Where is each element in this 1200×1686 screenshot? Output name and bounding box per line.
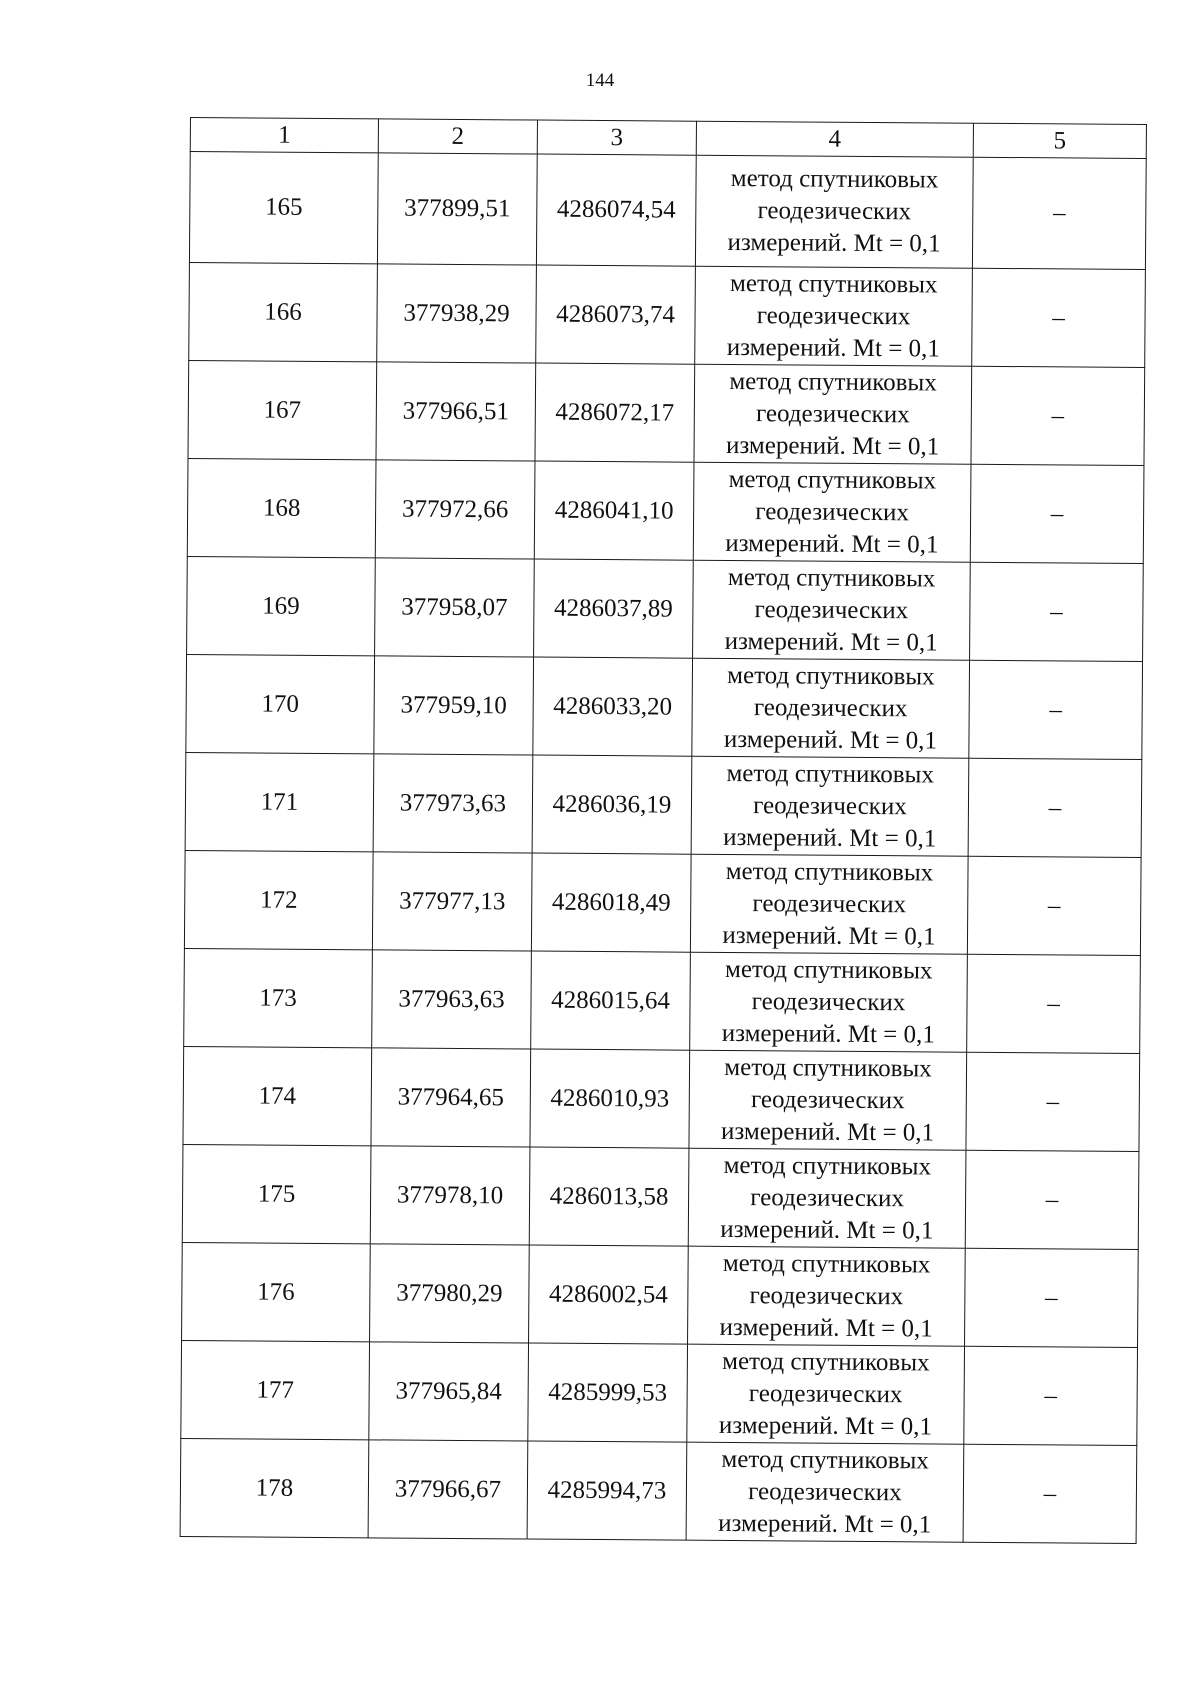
y-coordinate-cell: 4286015,64: [531, 951, 691, 1050]
column-header-4: 4: [696, 121, 973, 157]
table-row: [182, 1144, 1139, 1249]
y-coordinate-cell: 4286074,54: [536, 154, 696, 266]
point-number-cell: 166: [189, 262, 378, 361]
method-text-line: метод спутниковых: [730, 164, 939, 194]
method-cell: [690, 952, 968, 1052]
table-row: [181, 1340, 1138, 1445]
x-coordinate-cell: 377963,63: [372, 950, 532, 1049]
method-text-line: геодезических: [754, 595, 909, 624]
column-header-5: 5: [973, 123, 1146, 158]
method-cell: [686, 1442, 964, 1542]
table-row: [182, 1242, 1139, 1347]
x-coordinate-cell: 377973,63: [373, 754, 533, 853]
method-text-line: геодезических: [750, 1085, 905, 1114]
y-coordinate-cell: 4286018,49: [531, 853, 691, 952]
method-text-line: метод спутниковых: [724, 1053, 932, 1082]
point-number-cell: 178: [180, 1438, 369, 1537]
method-text-line: измерений. Mt = 0,1: [723, 725, 938, 754]
note-cell: –: [967, 856, 1141, 955]
method-text-line: метод спутниковых: [723, 1151, 932, 1180]
method-cell: [688, 1148, 966, 1248]
method-text-line: измерений. Mt = 0,1: [725, 529, 939, 558]
y-coordinate-cell: 4286010,93: [530, 1049, 690, 1148]
note-cell: –: [972, 268, 1146, 367]
method-text-line: геодезических: [750, 1183, 904, 1212]
x-coordinate-cell: 377958,07: [375, 558, 535, 657]
y-coordinate-cell: 4286002,54: [529, 1245, 689, 1344]
method-text-line: метод спутниковых: [729, 367, 937, 396]
method-text-line: измерений. Mt = 0,1: [720, 1215, 934, 1244]
x-coordinate-cell: 377965,84: [369, 1342, 529, 1441]
method-cell: [690, 854, 968, 954]
method-text-line: метод спутниковых: [722, 1249, 931, 1278]
method-text-line: измерений. Mt = 0,1: [718, 1509, 932, 1538]
method-text-line: метод спутниковых: [727, 563, 936, 592]
method-cell: [692, 658, 970, 758]
column-header-2: 2: [378, 119, 537, 154]
method-text-line: геодезических: [755, 399, 910, 428]
method-text-line: геодезических: [757, 197, 912, 226]
table-row: [184, 948, 1141, 1053]
x-coordinate-cell: 377966,67: [368, 1440, 528, 1539]
table-row: [187, 458, 1144, 563]
table-row: [184, 850, 1141, 955]
method-text-line: метод спутниковых: [722, 1347, 930, 1376]
method-text-line: геодезических: [748, 1379, 903, 1408]
method-cell: [695, 155, 973, 268]
x-coordinate-cell: 377978,10: [370, 1146, 530, 1245]
note-cell: –: [972, 157, 1146, 269]
point-number-cell: 168: [187, 458, 376, 557]
method-text-line: геодезических: [749, 1281, 904, 1310]
method-text-line: измерений. Mt = 0,1: [725, 431, 940, 460]
method-cell: [691, 756, 969, 856]
method-text-line: измерений. Mt = 0,1: [720, 1117, 935, 1146]
point-number-cell: 177: [181, 1340, 370, 1439]
point-number-cell: 171: [185, 752, 374, 851]
method-text-line: геодезических: [753, 791, 907, 820]
y-coordinate-cell: 4285994,73: [527, 1441, 687, 1540]
method-text-line: измерений. Mt = 0,1: [724, 627, 938, 656]
method-cell: [693, 560, 971, 660]
table-row: [187, 556, 1144, 661]
table-body: [180, 118, 1146, 1544]
point-number-cell: 175: [182, 1144, 371, 1243]
page-number: 144: [585, 70, 615, 91]
note-cell: –: [966, 1052, 1140, 1151]
y-coordinate-cell: 4285999,53: [528, 1343, 688, 1442]
method-text-line: измерений. Mt = 0,1: [718, 1411, 933, 1440]
y-coordinate-cell: 4286073,74: [536, 265, 696, 364]
y-coordinate-cell: 4286072,17: [535, 363, 695, 462]
method-cell: [687, 1344, 965, 1444]
point-number-cell: 172: [184, 850, 373, 949]
y-coordinate-cell: 4286036,19: [532, 755, 692, 854]
x-coordinate-cell: 377972,66: [375, 460, 535, 559]
note-cell: –: [970, 464, 1144, 563]
method-text-line: метод спутниковых: [727, 661, 935, 690]
method-cell: [693, 462, 971, 562]
table-row: [189, 152, 1146, 270]
method-text-line: геодезических: [752, 889, 907, 918]
point-number-cell: 174: [183, 1046, 372, 1145]
x-coordinate-cell: 377899,51: [377, 153, 537, 265]
method-text-line: измерений. Mt = 0,1: [723, 823, 937, 852]
method-text-line: измерений. Mt = 0,1: [722, 921, 936, 950]
method-cell: [688, 1246, 966, 1346]
y-coordinate-cell: 4286041,10: [534, 461, 694, 560]
point-number-cell: 173: [184, 948, 373, 1047]
method-text-line: геодезических: [751, 987, 906, 1016]
method-text-line: геодезических: [748, 1477, 902, 1506]
x-coordinate-cell: 377980,29: [370, 1244, 530, 1343]
method-text-line: метод спутниковых: [728, 465, 937, 494]
x-coordinate-cell: 377938,29: [377, 264, 537, 363]
method-text-line: геодезических: [755, 497, 910, 526]
point-number-cell: 170: [186, 654, 375, 753]
method-text-line: метод спутниковых: [721, 1445, 929, 1474]
column-header-3: 3: [537, 120, 696, 155]
note-cell: –: [971, 366, 1145, 465]
method-text-line: измерений. Mt = 0,1: [719, 1313, 933, 1342]
note-cell: –: [969, 660, 1143, 759]
method-text-line: метод спутниковых: [726, 759, 935, 788]
table-row: [183, 1046, 1140, 1151]
method-text-line: измерений. Mt = 0,1: [721, 1019, 935, 1048]
coordinates-table: [180, 117, 1147, 1544]
table-row: [189, 262, 1146, 367]
point-number-cell: 165: [189, 152, 378, 264]
x-coordinate-cell: 377977,13: [372, 852, 532, 951]
note-cell: –: [965, 1248, 1139, 1347]
column-header-1: 1: [190, 118, 378, 153]
note-cell: –: [968, 758, 1142, 857]
note-cell: –: [967, 954, 1141, 1053]
y-coordinate-cell: 4286013,58: [529, 1147, 689, 1246]
method-cell: [689, 1050, 967, 1150]
x-coordinate-cell: 377964,65: [371, 1048, 531, 1147]
point-number-cell: 169: [187, 556, 376, 655]
table-row: [186, 654, 1143, 759]
method-text-line: метод спутниковых: [729, 269, 938, 298]
method-text-line: измерений. Mt = 0,1: [727, 228, 941, 258]
point-number-cell: 176: [182, 1242, 371, 1341]
y-coordinate-cell: 4286037,89: [534, 559, 694, 658]
method-cell: [694, 364, 972, 464]
method-text-line: геодезических: [756, 301, 911, 330]
point-number-cell: 167: [188, 360, 377, 459]
x-coordinate-cell: 377959,10: [374, 656, 534, 755]
method-text-line: измерений. Mt = 0,1: [726, 333, 940, 363]
note-cell: –: [964, 1346, 1138, 1445]
table-row: [188, 360, 1145, 465]
table-row: [180, 1438, 1137, 1543]
method-text-line: метод спутниковых: [725, 857, 934, 886]
table-row: [185, 752, 1142, 857]
note-cell: –: [965, 1150, 1139, 1249]
x-coordinate-cell: 377966,51: [376, 362, 536, 461]
note-cell: –: [963, 1444, 1137, 1543]
method-text-line: геодезических: [753, 693, 908, 722]
y-coordinate-cell: 4286033,20: [533, 657, 693, 756]
method-cell: [695, 266, 973, 366]
note-cell: –: [970, 562, 1144, 661]
method-text-line: метод спутниковых: [724, 955, 933, 984]
